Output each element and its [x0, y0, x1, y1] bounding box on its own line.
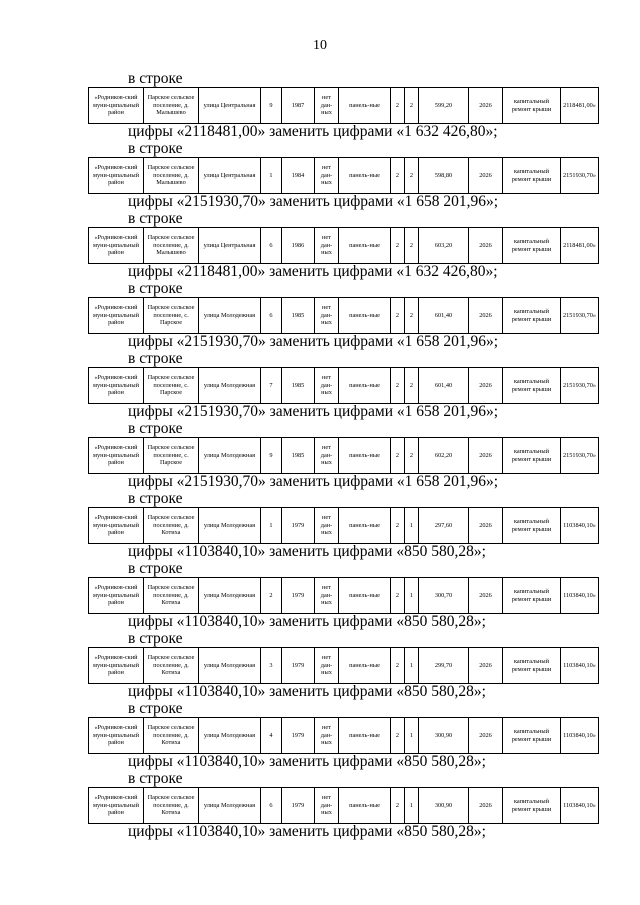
cell-plan-year: 2026: [469, 368, 503, 404]
cell-entrances: 1: [405, 508, 419, 544]
cell-street: улица Молодежная: [199, 298, 261, 334]
cell-entrances: 1: [405, 648, 419, 684]
in-row-label: в строке: [128, 210, 183, 227]
cell-work: капитальный ремонт крыши: [503, 578, 561, 614]
cell-district: «Родников-ский муни-ципальный район: [89, 368, 144, 404]
replacement-text: цифры «1103840,10» заменить цифрами «850 580,28»;: [128, 753, 486, 770]
cell-no-data: нет дан-ных: [315, 578, 339, 614]
cell-settlement: Парское сельское поселение, с. Парское: [144, 298, 199, 334]
cell-no-data: нет дан-ных: [315, 228, 339, 264]
amendment-block: [88, 210, 598, 280]
cell-area: 601,40: [419, 298, 469, 334]
cell-settlement: Парское сельское поселение, д. Малышево: [144, 228, 199, 264]
cell-district: «Родников-ский муни-ципальный район: [89, 718, 144, 754]
in-row-label: в строке: [128, 350, 183, 367]
cell-plan-year: 2026: [469, 788, 503, 824]
amendment-block: [88, 770, 598, 840]
cell-cost: 1103840,10»: [561, 718, 599, 754]
in-row-label: в строке: [128, 700, 183, 717]
cell-cost: 1103840,10»: [561, 788, 599, 824]
table-row: [88, 297, 599, 334]
cell-house: 9: [261, 438, 282, 474]
cell-house: 3: [261, 648, 282, 684]
cell-entrances: 1: [405, 788, 419, 824]
cell-settlement: Парское сельское поселение, с. Парское: [144, 368, 199, 404]
replacement-text: цифры «1103840,10» заменить цифрами «850 580,28»;: [128, 683, 486, 700]
cell-plan-year: 2026: [469, 158, 503, 194]
cell-no-data: нет дан-ных: [315, 788, 339, 824]
cell-no-data: нет дан-ных: [315, 438, 339, 474]
cell-district: «Родников-ский муни-ципальный район: [89, 298, 144, 334]
cell-cost: 2118481,00»: [561, 228, 599, 264]
cell-material: панель-ные: [339, 508, 391, 544]
cell-area: 601,40: [419, 368, 469, 404]
replacement-text: цифры «2151930,70» заменить цифрами «1 658 201,96»;: [128, 403, 499, 420]
cell-work: капитальный ремонт крыши: [503, 788, 561, 824]
cell-street: улица Молодежная: [199, 508, 261, 544]
cell-entrances: 1: [405, 718, 419, 754]
cell-year: 1985: [282, 298, 315, 334]
table-row: [88, 717, 599, 754]
cell-no-data: нет дан-ных: [315, 88, 339, 124]
cell-district: «Родников-ский муни-ципальный район: [89, 508, 144, 544]
cell-settlement: Парское сельское поселение, с. Парское: [144, 438, 199, 474]
amendment-block: [88, 560, 598, 630]
cell-material: панель-ные: [339, 718, 391, 754]
cell-area: 297,60: [419, 508, 469, 544]
cell-street: улица Молодежная: [199, 368, 261, 404]
cell-cost: 2151930,70»: [561, 298, 599, 334]
cell-settlement: Парское сельское поселение, д. Котиха: [144, 788, 199, 824]
cell-no-data: нет дан-ных: [315, 368, 339, 404]
cell-settlement: Парское сельское поселение, д. Малышево: [144, 158, 199, 194]
cell-street: улица Центральная: [199, 158, 261, 194]
amendment-block: [88, 630, 598, 700]
cell-settlement: Парское сельское поселение, д. Котиха: [144, 718, 199, 754]
cell-material: панель-ные: [339, 88, 391, 124]
replacement-text: цифры «1103840,10» заменить цифрами «850 580,28»;: [128, 543, 486, 560]
in-row-label: в строке: [128, 560, 183, 577]
cell-area: 598,80: [419, 158, 469, 194]
table-row: [88, 507, 599, 544]
cell-house: 6: [261, 788, 282, 824]
replacement-text: цифры «2118481,00» заменить цифрами «1 632 426,80»;: [128, 123, 498, 140]
in-row-label: в строке: [128, 280, 183, 297]
cell-material: панель-ные: [339, 788, 391, 824]
cell-year: 1985: [282, 438, 315, 474]
cell-cost: 2118481,00»: [561, 88, 599, 124]
cell-area: 603,20: [419, 228, 469, 264]
cell-area: 602,20: [419, 438, 469, 474]
cell-district: «Родников-ский муни-ципальный район: [89, 228, 144, 264]
cell-area: 599,20: [419, 88, 469, 124]
cell-work: капитальный ремонт крыши: [503, 508, 561, 544]
cell-year: 1979: [282, 788, 315, 824]
cell-plan-year: 2026: [469, 88, 503, 124]
cell-no-data: нет дан-ных: [315, 158, 339, 194]
table-row: [88, 87, 599, 124]
cell-district: «Родников-ский муни-ципальный район: [89, 158, 144, 194]
in-row-label: в строке: [128, 140, 183, 157]
cell-work: капитальный ремонт крыши: [503, 648, 561, 684]
cell-settlement: Парское сельское поселение, д. Котиха: [144, 508, 199, 544]
cell-house: 9: [261, 88, 282, 124]
cell-house: 2: [261, 578, 282, 614]
cell-cost: 1103840,10»: [561, 648, 599, 684]
cell-house: 6: [261, 228, 282, 264]
cell-floors: 2: [391, 718, 405, 754]
replacement-text: цифры «2151930,70» заменить цифрами «1 658 201,96»;: [128, 473, 499, 490]
cell-year: 1979: [282, 508, 315, 544]
replacement-text: цифры «2151930,70» заменить цифрами «1 658 201,96»;: [128, 193, 499, 210]
page-number: 10: [313, 38, 327, 53]
replacement-text: цифры «2118481,00» заменить цифрами «1 632 426,80»;: [128, 263, 498, 280]
cell-material: панель-ные: [339, 578, 391, 614]
cell-cost: 2151930,70»: [561, 368, 599, 404]
cell-year: 1986: [282, 228, 315, 264]
cell-district: «Родников-ский муни-ципальный район: [89, 88, 144, 124]
cell-area: 300,90: [419, 718, 469, 754]
cell-settlement: Парское сельское поселение, д. Малышево: [144, 88, 199, 124]
table-row: [88, 437, 599, 474]
table-row: [88, 157, 599, 194]
cell-cost: 2151930,70»: [561, 438, 599, 474]
replacement-text: цифры «1103840,10» заменить цифрами «850 580,28»;: [128, 823, 486, 840]
cell-year: 1987: [282, 88, 315, 124]
cell-plan-year: 2026: [469, 298, 503, 334]
amendment-block: [88, 700, 598, 770]
cell-plan-year: 2026: [469, 508, 503, 544]
cell-material: панель-ные: [339, 368, 391, 404]
cell-work: капитальный ремонт крыши: [503, 298, 561, 334]
table-row: [88, 367, 599, 404]
in-row-label: в строке: [128, 490, 183, 507]
cell-floors: 2: [391, 648, 405, 684]
cell-material: панель-ные: [339, 438, 391, 474]
amendment-block: [88, 490, 598, 560]
cell-work: капитальный ремонт крыши: [503, 158, 561, 194]
cell-cost: 1103840,10»: [561, 508, 599, 544]
cell-no-data: нет дан-ных: [315, 298, 339, 334]
cell-floors: 2: [391, 158, 405, 194]
cell-floors: 2: [391, 298, 405, 334]
cell-district: «Родников-ский муни-ципальный район: [89, 578, 144, 614]
cell-year: 1979: [282, 648, 315, 684]
amendment-block: [88, 280, 598, 350]
cell-settlement: Парское сельское поселение, д. Котиха: [144, 578, 199, 614]
cell-year: 1979: [282, 718, 315, 754]
table-row: [88, 227, 599, 264]
cell-street: улица Молодежная: [199, 648, 261, 684]
in-row-label: в строке: [128, 630, 183, 647]
replacement-text: цифры «1103840,10» заменить цифрами «850 580,28»;: [128, 613, 486, 630]
cell-floors: 2: [391, 788, 405, 824]
cell-house: 1: [261, 158, 282, 194]
cell-material: панель-ные: [339, 298, 391, 334]
cell-street: улица Молодежная: [199, 788, 261, 824]
table-row: [88, 647, 599, 684]
amendment-list: [88, 70, 598, 840]
cell-plan-year: 2026: [469, 648, 503, 684]
cell-floors: 2: [391, 228, 405, 264]
cell-house: 7: [261, 368, 282, 404]
cell-material: панель-ные: [339, 648, 391, 684]
cell-entrances: 1: [405, 578, 419, 614]
cell-material: панель-ные: [339, 228, 391, 264]
cell-entrances: 2: [405, 88, 419, 124]
replacement-text: цифры «2151930,70» заменить цифрами «1 658 201,96»;: [128, 333, 499, 350]
cell-no-data: нет дан-ных: [315, 648, 339, 684]
amendment-block: [88, 420, 598, 490]
table-row: [88, 787, 599, 824]
cell-area: 300,70: [419, 578, 469, 614]
cell-street: улица Молодежная: [199, 438, 261, 474]
cell-street: улица Молодежная: [199, 578, 261, 614]
cell-year: 1985: [282, 368, 315, 404]
cell-year: 1979: [282, 578, 315, 614]
cell-district: «Родников-ский муни-ципальный район: [89, 648, 144, 684]
cell-house: 4: [261, 718, 282, 754]
amendment-block: [88, 140, 598, 210]
in-row-label: в строке: [128, 770, 183, 787]
cell-plan-year: 2026: [469, 228, 503, 264]
cell-work: капитальный ремонт крыши: [503, 228, 561, 264]
table-row: [88, 577, 599, 614]
cell-entrances: 2: [405, 228, 419, 264]
cell-no-data: нет дан-ных: [315, 718, 339, 754]
cell-district: «Родников-ский муни-ципальный район: [89, 438, 144, 474]
cell-floors: 2: [391, 578, 405, 614]
cell-street: улица Центральная: [199, 228, 261, 264]
cell-house: 1: [261, 508, 282, 544]
cell-area: 299,70: [419, 648, 469, 684]
cell-cost: 2151930,70»: [561, 158, 599, 194]
cell-material: панель-ные: [339, 158, 391, 194]
cell-house: 6: [261, 298, 282, 334]
cell-street: улица Молодежная: [199, 718, 261, 754]
cell-floors: 2: [391, 88, 405, 124]
cell-work: капитальный ремонт крыши: [503, 718, 561, 754]
cell-entrances: 2: [405, 298, 419, 334]
cell-work: капитальный ремонт крыши: [503, 438, 561, 474]
cell-work: капитальный ремонт крыши: [503, 88, 561, 124]
cell-work: капитальный ремонт крыши: [503, 368, 561, 404]
cell-floors: 2: [391, 368, 405, 404]
cell-area: 300,90: [419, 788, 469, 824]
cell-entrances: 2: [405, 158, 419, 194]
cell-street: улица Центральная: [199, 88, 261, 124]
cell-cost: 1103840,10»: [561, 578, 599, 614]
amendment-block: [88, 350, 598, 420]
cell-floors: 2: [391, 438, 405, 474]
in-row-label: в строке: [128, 70, 183, 87]
cell-settlement: Парское сельское поселение, д. Котиха: [144, 648, 199, 684]
cell-entrances: 2: [405, 438, 419, 474]
cell-plan-year: 2026: [469, 718, 503, 754]
cell-floors: 2: [391, 508, 405, 544]
cell-plan-year: 2026: [469, 578, 503, 614]
cell-district: «Родников-ский муни-ципальный район: [89, 788, 144, 824]
cell-no-data: нет дан-ных: [315, 508, 339, 544]
cell-entrances: 2: [405, 368, 419, 404]
cell-plan-year: 2026: [469, 438, 503, 474]
in-row-label: в строке: [128, 420, 183, 437]
amendment-block: [88, 70, 598, 140]
cell-year: 1984: [282, 158, 315, 194]
